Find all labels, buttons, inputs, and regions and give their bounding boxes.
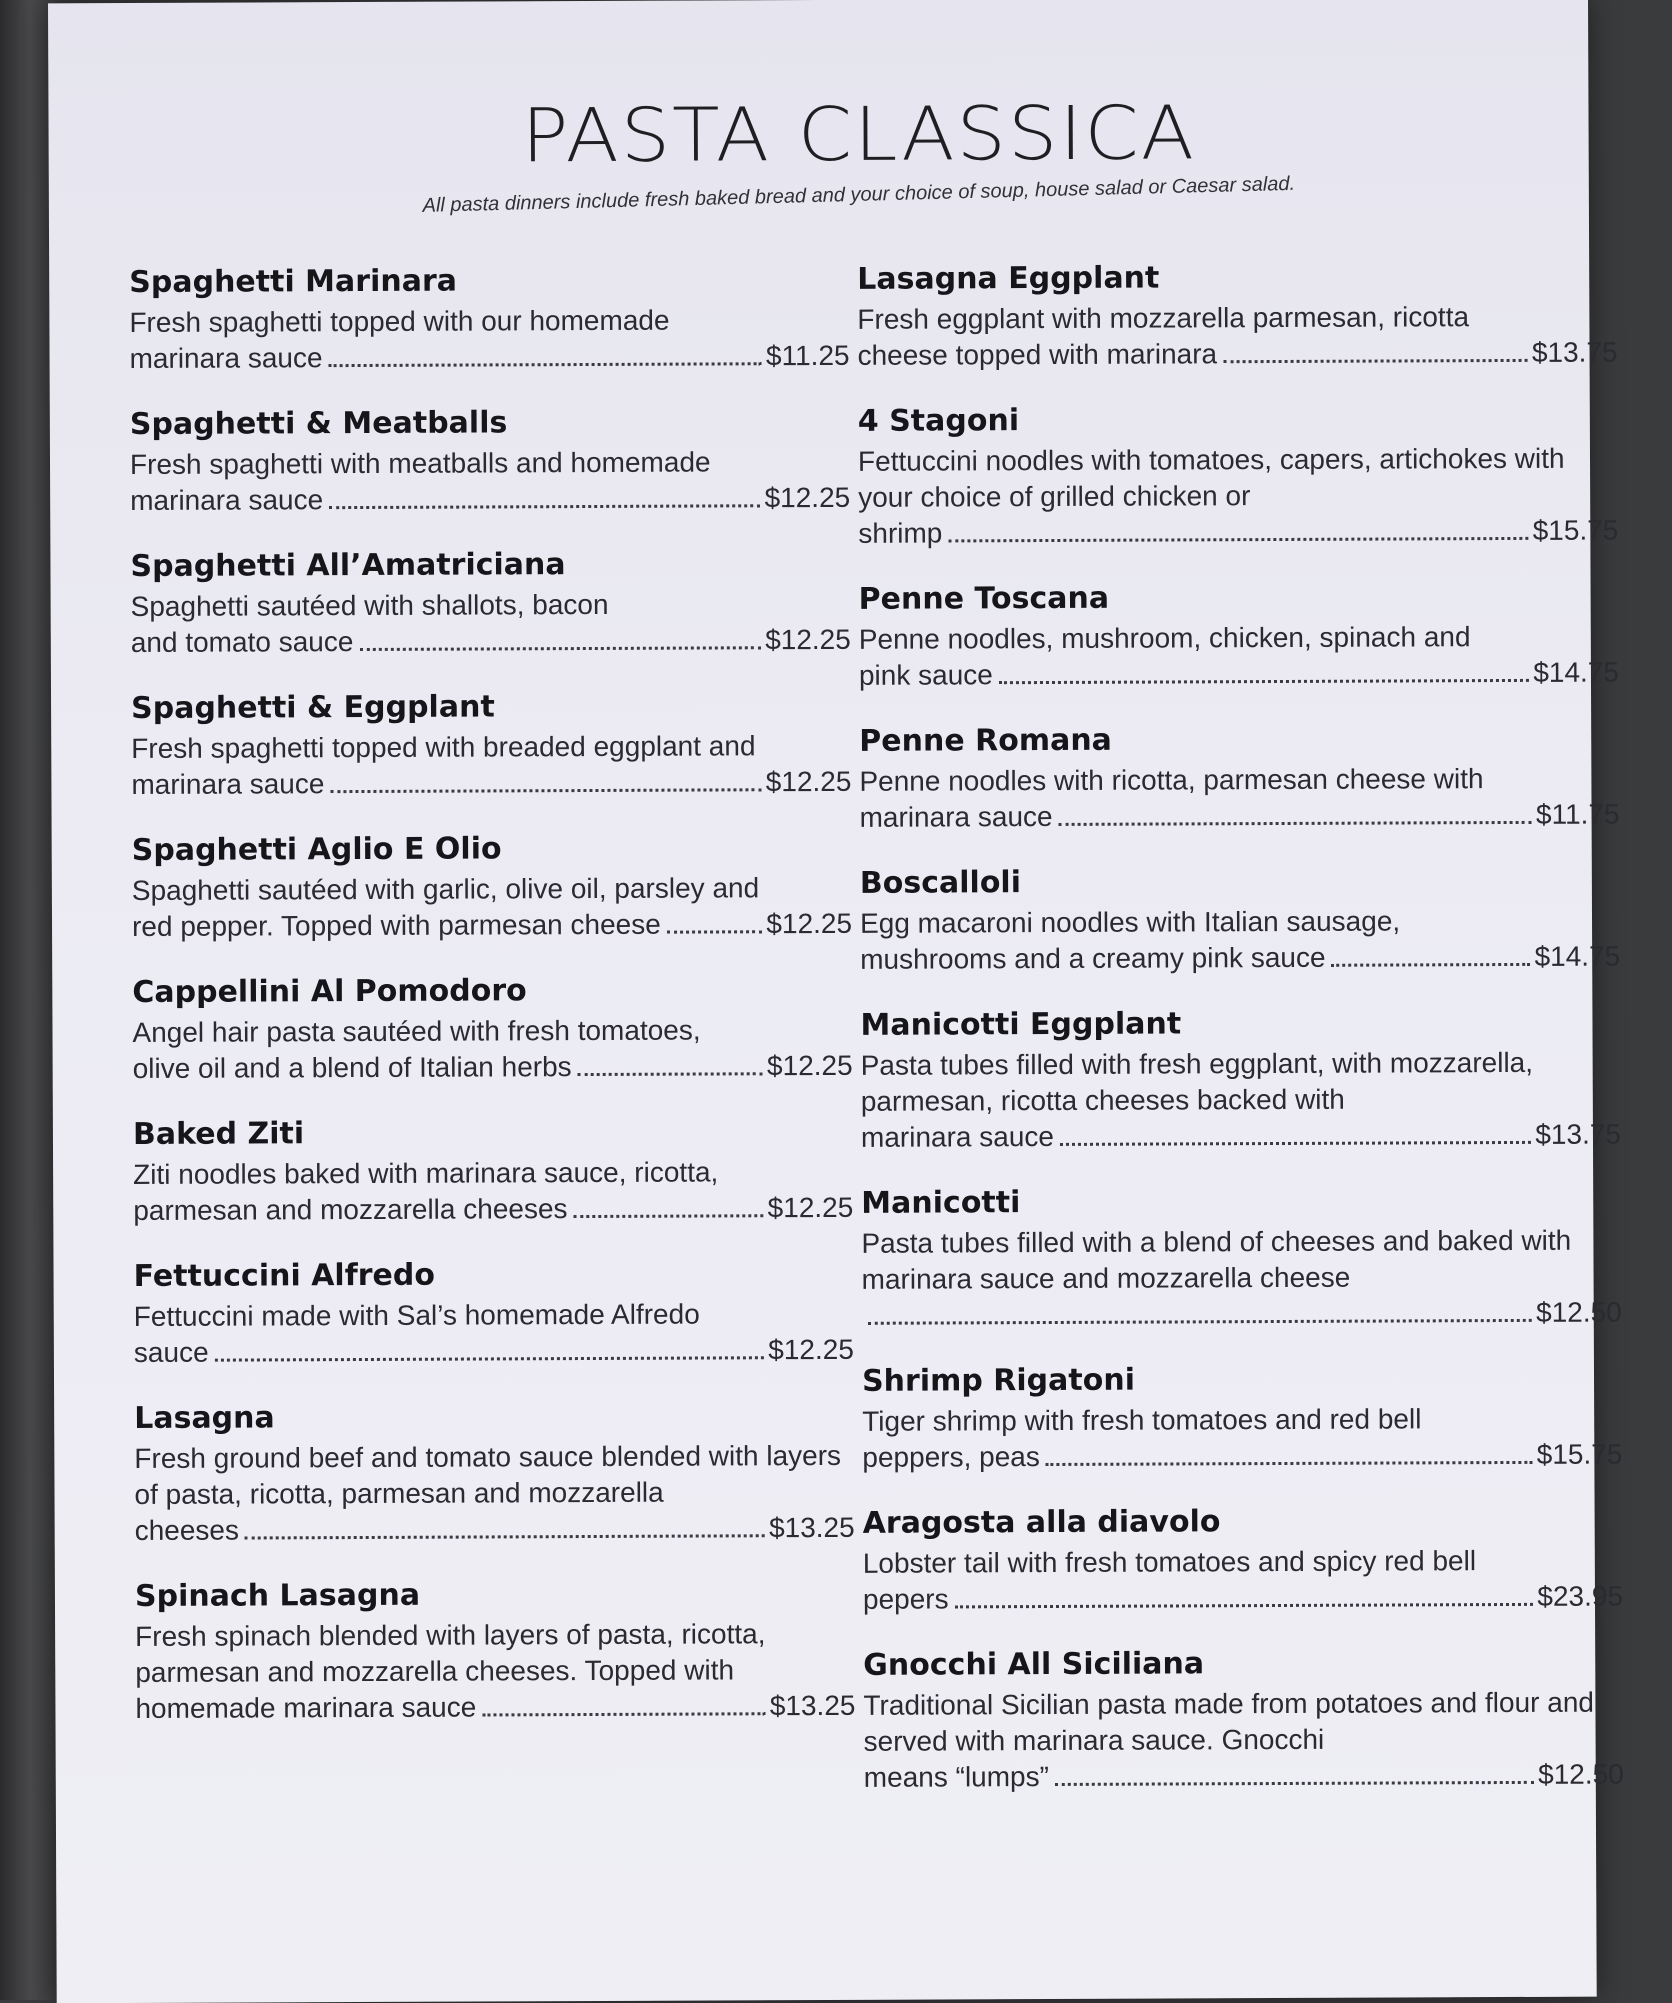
dot-leader — [574, 1214, 764, 1218]
menu-item — [135, 1576, 856, 1727]
menu-item-description-end: parmesan and mozzarella cheeses — [133, 1193, 568, 1226]
menu-item-description-end: marinara sauce — [131, 768, 325, 801]
menu-item — [860, 1005, 1621, 1156]
menu-item-description-end: pink sauce — [858, 659, 993, 691]
dot-leader — [1060, 1141, 1531, 1146]
menu-item-name: Lasagna — [134, 1400, 275, 1436]
menu-item-price: $11.75 — [1535, 798, 1620, 830]
menu-item-description-end: marinara sauce — [130, 484, 324, 517]
menu-item-description-end: cheese topped with marinara — [857, 338, 1218, 371]
menu-item-description-end: and tomato sauce — [130, 626, 354, 659]
dot-leader — [330, 788, 761, 793]
menu-item — [132, 830, 852, 945]
menu-item-price: $13.75 — [1531, 336, 1618, 368]
menu-item-name: Boscalloli — [859, 865, 1022, 901]
menu-item-description-end: homemade marinara sauce — [135, 1691, 477, 1724]
menu-item-price: $23.95 — [1537, 1580, 1624, 1612]
menu-item — [863, 1645, 1624, 1796]
menu-item-description: Fresh spaghetti topped with our homemade — [129, 304, 670, 339]
menu-item-price-line — [135, 1510, 855, 1549]
dot-leader — [868, 1319, 1532, 1325]
menu-item-description: Egg macaroni noodles with Italian sausage, — [859, 905, 1401, 939]
menu-item-price-line — [858, 513, 1618, 552]
menu-item-description: Lobster tail with fresh tomatoes and spicy red bell — [862, 1545, 1477, 1579]
dot-leader — [329, 362, 762, 367]
menu-item-description-end: red pepper. Topped with parmesan cheese — [131, 908, 661, 943]
menu-item-description: Fresh ground beef and tomato sauce blended with layers of pasta, ricotta, parmesan and mozzarella — [134, 1439, 842, 1510]
menu-item — [134, 1398, 855, 1549]
menu-item — [860, 863, 1620, 978]
dot-leader — [215, 1356, 765, 1361]
menu-item-description: Penne noodles with ricotta, parmesan cheese with — [859, 763, 1484, 797]
menu-item-description-end: mushrooms and a creamy pink sauce — [860, 941, 1326, 975]
menu-item-price-line — [129, 338, 849, 377]
menu-item-name: 4 Stagoni — [857, 403, 1020, 439]
menu-item-description: Fettuccini noodles with tomatoes, capers, artichokes with your choice of grilled chicken or — [857, 442, 1565, 513]
menu-item-price-line — [131, 764, 851, 803]
menu-item-price: $12.25 — [768, 1333, 854, 1366]
menu-item — [859, 721, 1619, 836]
menu-item-name: Fettuccini Alfredo — [133, 1257, 436, 1294]
menu-item-description-end: sauce — [133, 1336, 209, 1368]
menu-item-name: Manicotti — [861, 1185, 1021, 1221]
menu-item-price: $14.75 — [1533, 656, 1620, 688]
menu-item-price-line — [864, 1757, 1624, 1796]
dot-leader — [1046, 1461, 1533, 1466]
dot-leader — [359, 646, 761, 651]
menu-subtitle: All pasta dinners include fresh baked bread and your choice of soup, house salad or Caesar salad. — [422, 172, 1296, 217]
menu-item-description: Spaghetti sautéed with garlic, olive oil, parsley and — [131, 872, 760, 907]
dot-leader — [329, 504, 760, 509]
dot-leader — [245, 1534, 765, 1539]
menu-item-description: Penne noodles, mushroom, chicken, spinach and — [858, 621, 1471, 655]
dot-leader — [1055, 1781, 1534, 1786]
menu-item-description-end: cheeses — [134, 1514, 240, 1546]
menu-item-name: Spaghetti Aglio E Olio — [131, 831, 502, 869]
menu-item-description-end: olive oil and a blend of Italian herbs — [132, 1051, 572, 1085]
menu-item-name: Baked Ziti — [132, 1116, 305, 1152]
menu-item-price: $15.75 — [1536, 1438, 1623, 1470]
dot-leader — [955, 1603, 1534, 1609]
menu-item-name: Shrimp Rigatoni — [861, 1362, 1136, 1399]
dot-leader — [999, 679, 1529, 684]
menu-title: PASTA CLASSICA — [521, 90, 1197, 180]
menu-item-name: Gnocchi All Siciliana — [863, 1646, 1205, 1683]
menu-item-price-line — [859, 655, 1619, 694]
menu-item-description: Tiger shrimp with fresh tomatoes and red bell — [862, 1403, 1422, 1437]
menu-item-name: Aragosta alla diavolo — [862, 1504, 1221, 1541]
menu-item-description: Pasta tubes filled with fresh eggplant, with mozzarella, parmesan, ricotta cheeses backed with — [860, 1046, 1534, 1117]
menu-item-name: Penne Romana — [859, 722, 1112, 759]
menu-item — [857, 259, 1617, 374]
menu-item-price-line — [860, 939, 1620, 978]
menu-item-name: Lasagna Eggplant — [857, 260, 1160, 297]
menu-item-price: $12.25 — [765, 623, 851, 656]
menu-item-description-end: marinara sauce — [859, 800, 1053, 833]
menu-item-price-line — [857, 335, 1617, 374]
menu-item-price: $13.75 — [1535, 1118, 1622, 1150]
menu-item-price-line — [130, 480, 850, 519]
menu-item-price-line — [135, 1688, 855, 1727]
menu-item-price: $12.50 — [1536, 1296, 1622, 1328]
menu-item — [863, 1503, 1623, 1618]
menu-item-description-end: marinara sauce — [129, 342, 323, 375]
menu-item — [133, 1114, 853, 1229]
menu-item-name: Penne Toscana — [858, 580, 1110, 617]
menu-item-price-line — [861, 1117, 1621, 1156]
menu-item-description-end: marinara sauce — [860, 1120, 1055, 1153]
menu-item — [859, 579, 1619, 694]
menu-item-description: Angel hair pasta sautéed with fresh tomatoes, — [132, 1014, 701, 1049]
dot-leader — [667, 930, 763, 933]
menu-item-price: $13.25 — [768, 1511, 855, 1544]
left-column — [129, 262, 856, 1757]
menu-item-price: $12.50 — [1538, 1758, 1624, 1790]
menu-item-description: Pasta tubes filled with a blend of cheeses and baked with marinara sauce and mozzarella cheese — [861, 1224, 1572, 1295]
menu-item-price-line — [859, 797, 1619, 836]
menu-item-price: $12.25 — [764, 481, 851, 514]
menu-item-description-end: peppers, peas — [862, 1441, 1040, 1473]
menu-item — [133, 1256, 853, 1371]
menu-item — [132, 972, 852, 1087]
menu-item-name: Manicotti Eggplant — [860, 1006, 1182, 1043]
menu-item-description: Fresh eggplant with mozzarella parmesan, ricotta — [857, 301, 1470, 335]
menu-item-price-line — [134, 1332, 854, 1371]
menu-item-description: Traditional Sicilian pasta made from potatoes and flour and served with marinara sauce. Gnocchi — [863, 1686, 1595, 1757]
menu-page — [48, 0, 1624, 2003]
dot-leader — [948, 537, 1528, 543]
dot-leader — [482, 1712, 766, 1716]
menu-item-price-line — [132, 906, 852, 945]
menu-item-description: Fettuccini made with Sal’s homemade Alfredo — [133, 1298, 700, 1332]
menu-item-price: $13.25 — [769, 1689, 856, 1722]
menu-item-price: $15.75 — [1532, 514, 1619, 546]
menu-item-description-end: shrimp — [858, 517, 943, 549]
menu-item-price-line — [863, 1579, 1623, 1618]
menu-item-price-line — [862, 1437, 1622, 1476]
menu-item-description-end: pepers — [862, 1583, 949, 1615]
menu-item — [858, 401, 1619, 552]
menu-item — [130, 546, 850, 661]
menu-item-price: $12.25 — [767, 1191, 854, 1224]
menu-item — [861, 1183, 1622, 1334]
dot-leader — [1223, 359, 1528, 363]
menu-item-price-line — [862, 1295, 1622, 1334]
dot-leader — [1332, 963, 1531, 967]
menu-item-description: Ziti noodles baked with marinara sauce, ricotta, — [133, 1156, 719, 1190]
menu-item-price: $12.25 — [766, 907, 853, 940]
right-column — [857, 259, 1624, 1826]
menu-item — [130, 404, 850, 519]
menu-item — [862, 1361, 1622, 1476]
menu-item-price-line — [131, 622, 851, 661]
menu-item-description: Fresh spaghetti topped with breaded eggplant and — [131, 730, 756, 765]
menu-header — [48, 88, 1668, 217]
menu-item-price: $11.25 — [765, 339, 850, 372]
menu-item-name: Spaghetti Marinara — [129, 263, 458, 301]
menu-item-price-line — [133, 1190, 853, 1229]
menu-item-price: $12.25 — [766, 1049, 853, 1082]
menu-item-name: Spaghetti All’Amatriciana — [130, 547, 566, 585]
menu-item — [129, 262, 849, 377]
menu-item-name: Spaghetti & Meatballs — [129, 405, 508, 443]
menu-item-price: $14.75 — [1534, 940, 1621, 972]
menu-item-name: Cappellini Al Pomodoro — [132, 973, 527, 1011]
menu-item-description: Fresh spinach blended with layers of pasta, ricotta, parmesan and mozzarella cheeses. Topped with — [135, 1618, 766, 1688]
menu-item-price-line — [133, 1048, 853, 1087]
menu-item-name: Spinach Lasagna — [134, 1577, 421, 1614]
menu-item-description-end: means “lumps” — [863, 1761, 1049, 1793]
menu-item-name: Spaghetti & Eggplant — [131, 689, 495, 727]
menu-item-description: Fresh spaghetti with meatballs and homemade — [129, 446, 711, 481]
menu-item-price: $12.25 — [765, 765, 852, 798]
menu-item-description: Spaghetti sautéed with shallots, bacon — [130, 588, 609, 623]
dot-leader — [578, 1072, 763, 1076]
dot-leader — [1059, 821, 1532, 826]
menu-item — [131, 688, 851, 803]
